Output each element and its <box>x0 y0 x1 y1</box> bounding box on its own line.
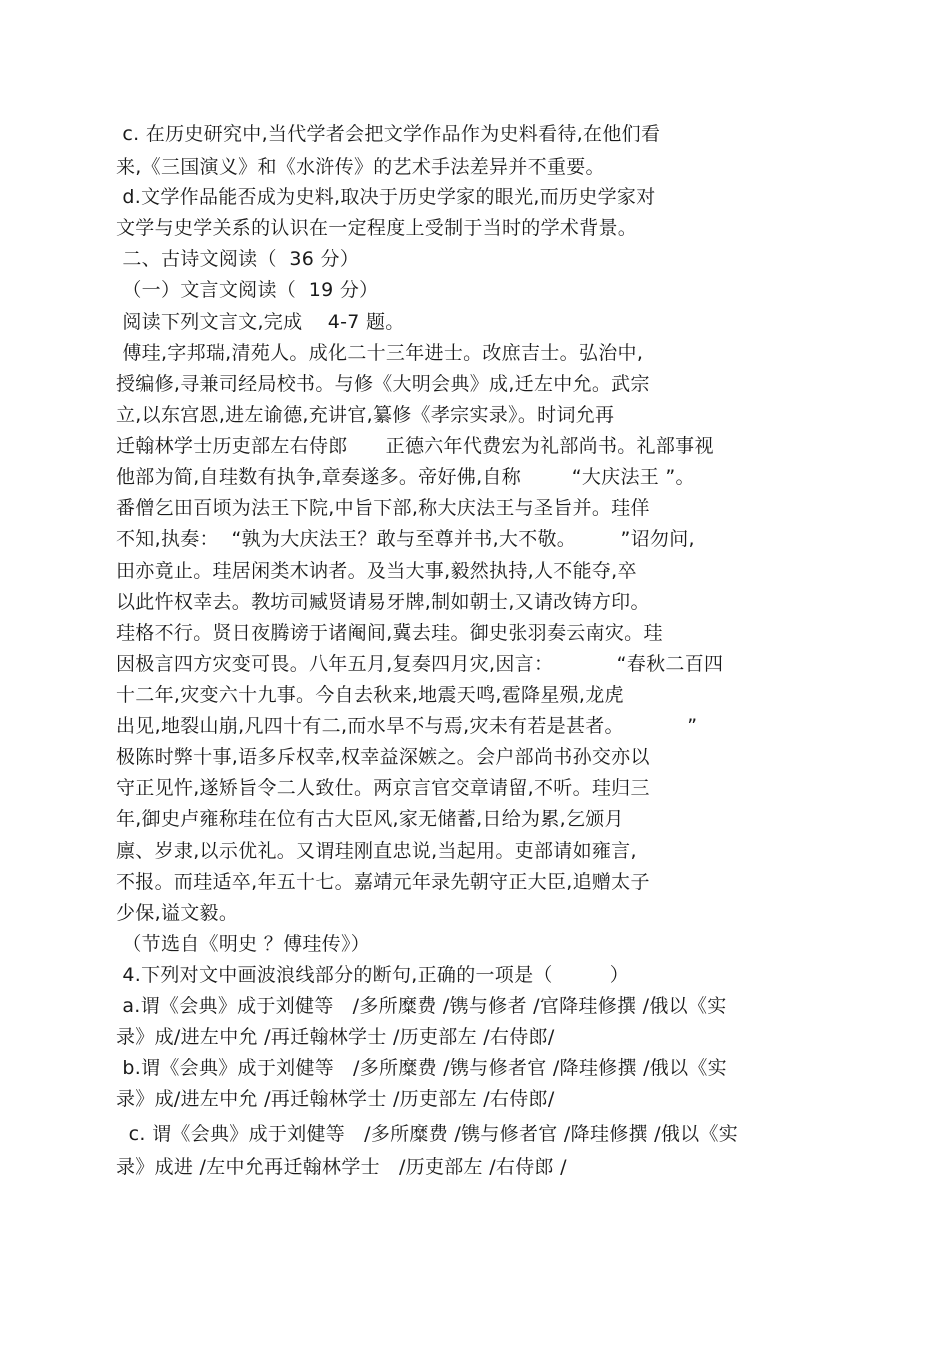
text-line: 不知,执奏： “孰为大庆法王？敢与至尊并书,大不敬。 ”诏勿问, <box>116 528 695 550</box>
text-line: 珪格不行。贤日夜腾谤于诸阉间,冀去珪。御史张羽奏云南灾。珪 <box>116 622 663 644</box>
text-line: 十二年,灾变六十九事。今自去秋来,地震天鸣,雹降星殒,龙虎 <box>116 684 624 706</box>
option-a-cont: 录》成/进左中允 /再迁翰林学士 /历吏部左 /右侍郎/ <box>116 1026 555 1048</box>
source-citation: （节选自《明史 ？傅珪传》） <box>116 933 371 955</box>
question-stem: 4.下列对文中画波浪线部分的断句,正确的一项是（ ） <box>116 964 630 986</box>
text-line: 傅珪,字邦瑞,清苑人。成化二十三年进士。改庶吉士。弘治中, <box>116 342 644 364</box>
text-line: 少保,谥文毅。 <box>116 902 239 924</box>
instruction-text: 阅读下列文言文,完成 4-7 题。 <box>116 311 405 333</box>
text-line: 文学与史学关系的认识在一定程度上受制于当时的学术背景。 <box>116 217 638 239</box>
text-line: 田亦竟止。珪居闲类木讷者。及当大事,毅然执持,人不能夺,卒 <box>116 560 637 582</box>
text-line: 年,御史卢雍称珪在位有古大臣风,家无储蓄,日给为累,乞颁月 <box>116 808 624 830</box>
text-line: c. 在历史研究中,当代学者会把文学作品作为史料看待,在他们看 <box>116 123 661 145</box>
option-c: c. 谓《会典》成于刘健等 /多所糜费 /镌与修者官 /降珪修撰 /俄以《实 <box>116 1123 739 1145</box>
text-line: 不报。而珪适卒,年五十七。嘉靖元年录先朝守正大臣,追赠太子 <box>116 871 650 893</box>
text-line: 他部为简,自珪数有执争,章奏遂多。帝好佛,自称 “大庆法王 ”。 <box>116 466 695 488</box>
text-line: 授编修,寻兼司经局校书。与修《大明会典》成,迁左中允。武宗 <box>116 373 650 395</box>
option-b: b.谓《会典》成于刘健等 /多所糜费 /镌与修者官 /降珪修撰 /俄以《实 <box>116 1057 727 1079</box>
text-line: 以此忤权幸去。教坊司臧贤请易牙牌,制如朝士,又请改铸方印。 <box>116 591 650 613</box>
option-a: a.谓《会典》成于刘健等 /多所糜费 /镌与修者 /官降珪修撰 /俄以《实 <box>116 995 727 1017</box>
text-line: d.文学作品能否成为史料,取决于历史学家的眼光,而历史学家对 <box>116 186 656 208</box>
option-b-cont: 录》成/进左中允 /再迁翰林学士 /历吏部左 /右侍郎/ <box>116 1088 555 1110</box>
option-c-cont: 录》成进 /左中允再迁翰林学士 /历吏部左 /右侍郎 / <box>116 1156 567 1178</box>
text-line: 来,《三国演义》和《水浒传》的艺术手法差异并不重要。 <box>116 156 605 178</box>
section-heading: 二、古诗文阅读（ 36 分） <box>116 248 360 270</box>
text-line: 因极言四方灾变可畏。八年五月,复奏四月灾,因言： “春秋二百四 <box>116 653 724 675</box>
text-line: 出见,地裂山崩,凡四十有二,而水旱不与焉,灾未有若是甚者。 ” <box>116 715 698 737</box>
text-line: 极陈时弊十事,语多斥权幸,权幸益深嫉之。会户部尚书孙交亦以 <box>116 746 650 768</box>
text-line: 立,以东宫恩,进左谕德,充讲官,纂修《孝宗实录》。时词允再 <box>116 404 615 426</box>
subsection-heading: （一）文言文阅读（ 19 分） <box>116 279 379 301</box>
text-line: 守正见忤,遂矫旨令二人致仕。两京言官交章请留,不听。珪归三 <box>116 777 650 799</box>
text-line: 番僧乞田百顷为法王下院,中旨下部,称大庆法王与圣旨并。珪佯 <box>116 497 650 519</box>
text-line: 廪、岁隶,以示优礼。又谓珪刚直忠说,当起用。吏部请如雍言, <box>116 840 637 862</box>
text-line: 迁翰林学士历吏部左右侍郎 正德六年代费宏为礼部尚书。礼部事视 <box>116 435 714 457</box>
